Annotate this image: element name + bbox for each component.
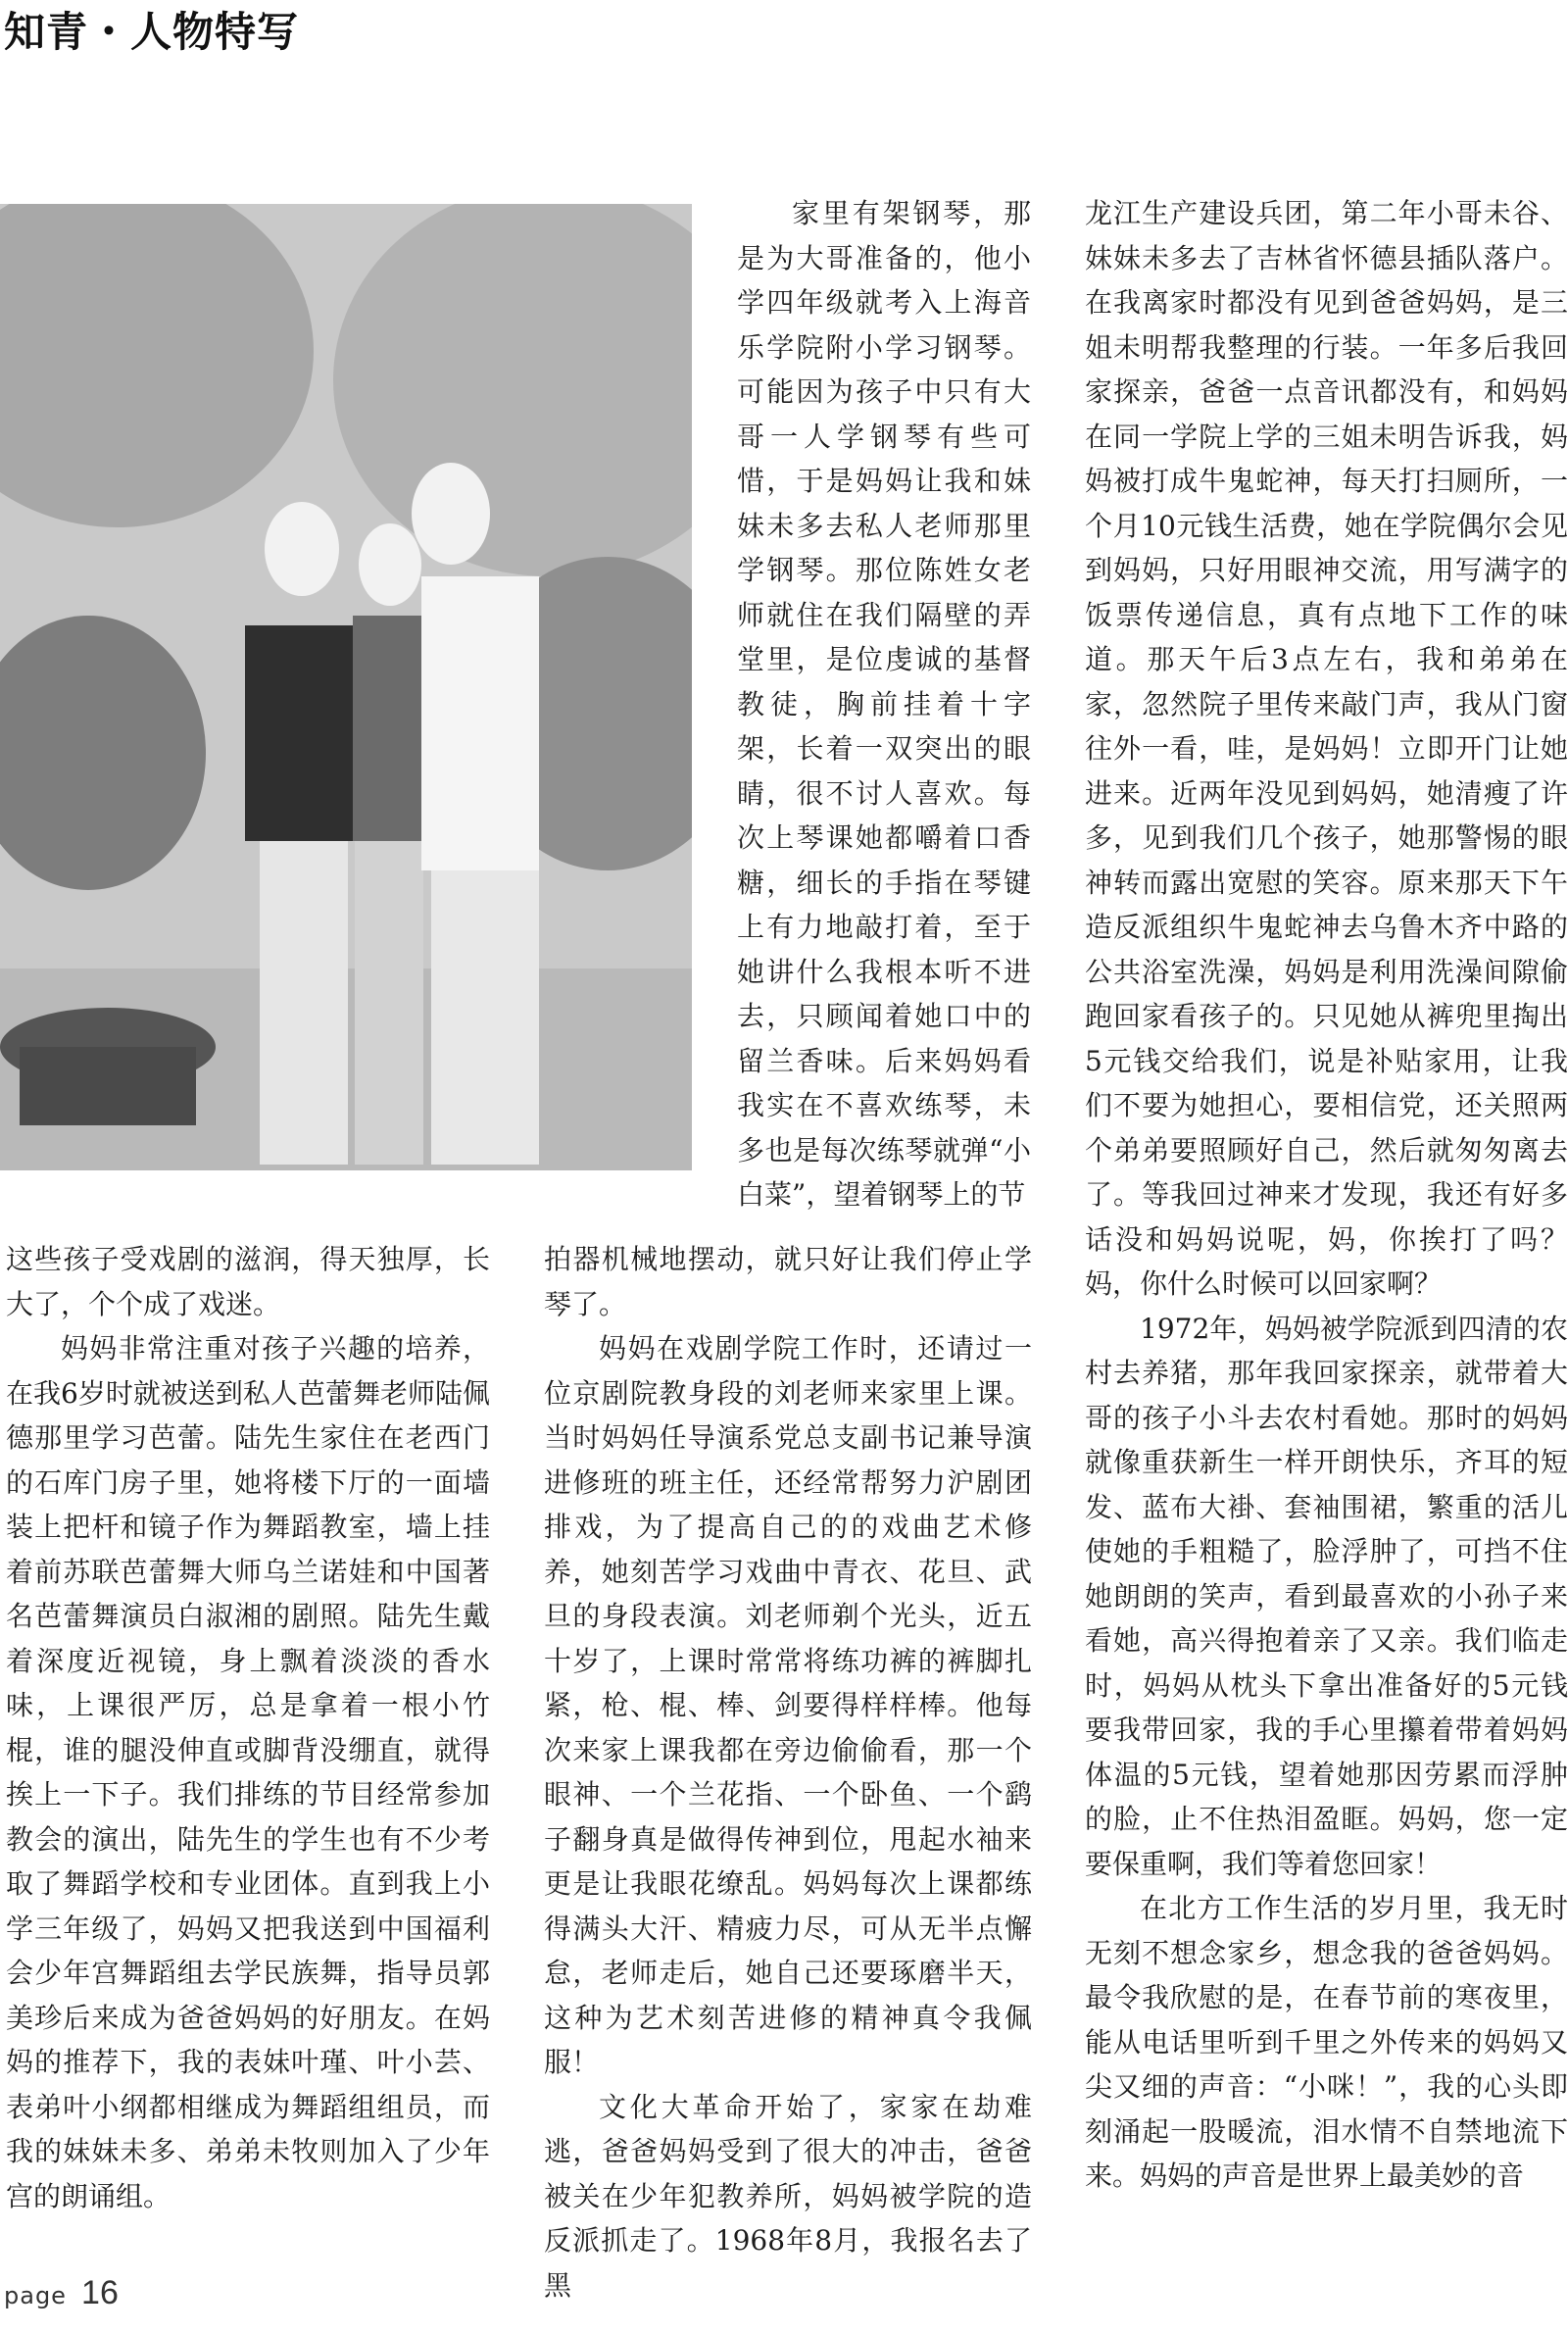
text-column-right — [1085, 191, 1568, 2199]
page-number: 16 — [81, 2274, 119, 2311]
author-with-mother-photo — [0, 204, 692, 1170]
page-label: page — [4, 2282, 67, 2309]
paragraph: 妈妈在戏剧学院工作时，还请过一位京剧院教身段的刘老师来家里上课。当时妈妈任导演系党总支副书记兼导演进修班的班主任，还经常帮努力沪剧团排戏，为了提高自己的的戏曲艺术修养，她刻苦学习戏曲中青衣、花旦、武旦的身段表演。刘老师剃个光头，近五十岁了，上课时常常将练功裤的裤脚扎紧，枪、棍、棒、剑要得样样棒。他每次来家上课我都在旁边偷偷看，那一个眼神、一个兰花指、一个卧鱼、一个鹞子翻身真是做得传神到位，甩起水袖来更是让我眼花缭乱。妈妈每次上课都练得满头大汗、精疲力尽，可从无半点懈怠，老师走后，她自己还要琢磨半天，这种为艺术刻苦进修的精神真令我佩服！ — [544, 1332, 1032, 2078]
magazine-section-title: 知青・人物特写 — [4, 8, 300, 56]
text-column-middle-top — [737, 191, 1031, 1217]
text-column-middle — [544, 1237, 1032, 2308]
paragraph: 在北方工作生活的岁月里，我无时无刻不想念家乡，想念我的爸爸妈妈。最令我欣慰的是，在春节前的寒夜里，能从电话里听到千里之外传来的妈妈又尖又细的声音：“小咪！”，我的心头即刻涌起一股暖流，泪水情不自禁地流下来。妈妈的声音是世界上最美妙的音 — [1085, 1892, 1568, 2192]
paragraph: 这些孩子受戏剧的滋润，得天独厚，长大了，个个成了戏迷。 — [6, 1243, 490, 1320]
paragraph: 文化大革命开始了，家家在劫难逃，爸爸妈妈受到了很大的冲击，爸爸被关在少年犯教养所，妈妈被学院的造反派抓走了。1968年8月，我报名去了黑 — [544, 2090, 1032, 2302]
paragraph: 拍器机械地摆动，就只好让我们停止学琴了。 — [544, 1243, 1032, 1320]
page-footer — [4, 2274, 119, 2312]
paragraph: 龙江生产建设兵团，第二年小哥未谷、妹妹未多去了吉林省怀德县插队落户。在我离家时都没有见到爸爸妈妈，是三姐未明帮我整理的行装。一年多后我回家探亲，爸爸一点音讯都没有，和妈妈在同一学院上学的三姐未明告诉我，妈妈被打成牛鬼蛇神，每天打扫厕所，一个月10元钱生活费，她在学院偶尔会见到妈妈，只好用眼神交流，用写满字的饭票传递信息，真有点地下工作的味道。那天午后3点左右，我和弟弟在家，忽然院子里传来敲门声，我从门窗往外一看，哇，是妈妈！立即开门让她进来。近两年没见到妈妈，她清瘦了许多，见到我们几个孩子，她那警惕的眼神转而露出宽慰的笑容。原来那天下午造反派组织牛鬼蛇神去乌鲁木齐中路的公共浴室洗澡，妈妈是利用洗澡间隙偷跑回家看孩子的。只见她从裤兜里掏出5元钱交给我们，说是补贴家用，让我们不要为她担心，要相信党，还关照两个弟弟要照顾好自己，然后就匆匆离去了。等我回过神来才发现，我还有好多话没和妈妈说呢，妈，你挨打了吗？妈，你什么时候可以回家啊？ — [1085, 197, 1568, 1300]
photo-illustration — [0, 204, 692, 1170]
text-column-left — [6, 1237, 490, 2218]
paragraph: 1972年，妈妈被学院派到四清的农村去养猪，那年我回家探亲，就带着大哥的孩子小斗去农村看她。那时的妈妈就像重获新生一样开朗快乐，齐耳的短发、蓝布大褂、套袖围裙，繁重的活儿使她的手粗糙了，脸浮肿了，可挡不住她朗朗的笑声，看到最喜欢的小孙子来看她，高兴得抱着亲了又亲。我们临走时，妈妈从枕头下拿出准备好的5元钱要我带回家，我的手心里攥着带着妈妈体温的5元钱，望着她那因劳累而浮肿的脸，止不住热泪盈眶。妈妈，您一定要保重啊，我们等着您回家！ — [1085, 1312, 1568, 1880]
paragraph: 家里有架钢琴，那是为大哥准备的，他小学四年级就考入上海音乐学院附小学习钢琴。可能因为孩子中只有大哥一人学钢琴有些可惜，于是妈妈让我和妹妹未多去私人老师那里学钢琴。那位陈姓女老师就住在我们隔壁的弄堂里，是位虔诚的基督教徒，胸前挂着十字架，长着一双突出的眼睛，很不讨人喜欢。每次上琴课她都嚼着口香糖，细长的手指在琴键上有力地敲打着，至于她讲什么我根本听不进去，只顾闻着她口中的留兰香味。后来妈妈看我实在不喜欢练琴，未多也是每次练琴就弹“小白菜”，望着钢琴上的节 — [737, 197, 1031, 1211]
paragraph: 妈妈非常注重对孩子兴趣的培养，在我6岁时就被送到私人芭蕾舞老师陆佩德那里学习芭蕾。陆先生家住在老西门的石库门房子里，她将楼下厅的一面墙装上把杆和镜子作为舞蹈教室，墙上挂着前苏联芭蕾舞大师乌兰诺娃和中国著名芭蕾舞演员白淑湘的剧照。陆先生戴着深度近视镜，身上飘着淡淡的香水味，上课很严厉，总是拿着一根小竹棍，谁的腿没伸直或脚背没绷直，就得挨上一下子。我们排练的节目经常参加教会的演出，陆先生的学生也有不少考取了舞蹈学校和专业团体。直到我上小学三年级了，妈妈又把我送到中国福利会少年宫舞蹈组去学民族舞，指导员郭美珍后来成为爸爸妈妈的好朋友。在妈妈的推荐下，我的表妹叶瑾、叶小芸、表弟叶小纲都相继成为舞蹈组组员，而我的妹妹未多、弟弟未牧则加入了少年宫的朗诵组。 — [6, 1332, 490, 2212]
